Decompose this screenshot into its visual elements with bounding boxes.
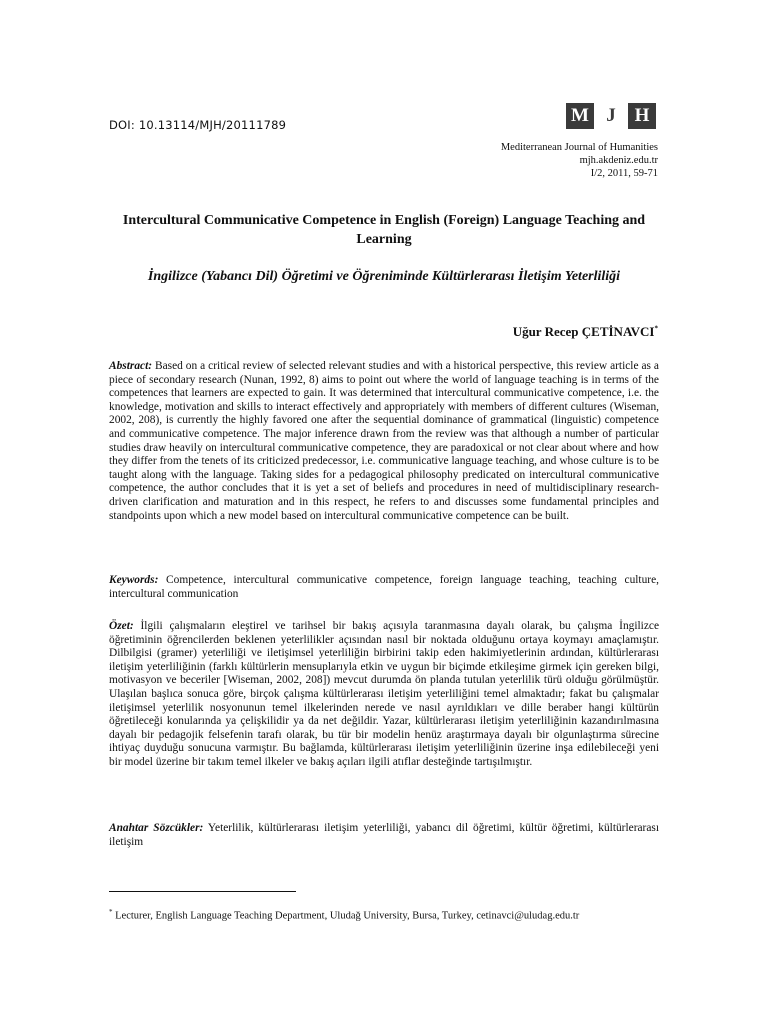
abstract-paragraph (109, 360, 659, 523)
paper-title-turkish: İngilizce (Yabancı Dil) Öğretimi ve Öğreniminde Kültürlerarası İletişim Yeterliliği (147, 269, 621, 284)
footnote-divider (109, 891, 296, 892)
journal-logo (566, 103, 659, 129)
keywords-text: Competence, intercultural communicative competence, foreign language teaching, teaching culture, intercultural communication (109, 574, 659, 600)
abstract-text: Based on a critical review of selected relevant studies and with a historical perspective, this review article as a piece of secondary research (Nunan, 1992, 8) aims to point out where the world of language teaching is in terms of the competences that learners are expected to gain. It was determined that intercultural communicative competence, i.e. the knowledge, motivation and skills to interact effectively and appropriately with members of different cultures (Wiseman, 2002, 208), is currently the highly favored one after the sequential dominance of grammatical (linguistic) competence and communicative competence. The major inference drawn from the review was that although a number of particular studies draw heavily on intercultural communicative competence, they are paradoxical or not clear about where and how they differ from the tenets of its criticized predecessor, i.e. communicative language teaching, and whose culture is to be taught along with the language. Taking sides for a pedagogical philosophy predicated on intercultural communicative competence, the author concludes that it is yet a set of beliefs and procedures in need of multidisciplinary research-driven clarification and maturation and in this respect, he refers to and discusses some fundamental principles and standpoints upon which a new model based on intercultural communicative competence can be built. (109, 360, 660, 522)
author-name (513, 324, 658, 340)
author-footnote-mark: * (654, 324, 658, 333)
journal-issue: I/2, 2011, 59-71 (590, 168, 658, 179)
ozet-paragraph (109, 620, 659, 770)
footnote-text: Lecturer, English Language Teaching Department, Uludağ University, Bursa, Turkey, cetinavci@uludag.edu.tr (112, 910, 580, 922)
journal-info (501, 141, 658, 180)
logo-letter-h: H (628, 103, 656, 129)
journal-name: Mediterranean Journal of Humanities (500, 142, 658, 153)
abstract-label: Abstract: (109, 360, 153, 372)
author-name-text: Uğur Recep ÇETİNAVCI (512, 324, 655, 339)
footnote (109, 906, 669, 923)
anahtar-paragraph (109, 822, 659, 849)
footnote-mark: * (109, 908, 113, 916)
doi-label: DOI: 10.13114/MJH/20111789 (109, 118, 287, 132)
keywords-paragraph (109, 574, 659, 601)
paper-title-english: Intercultural Communicative Competence in English (Foreign) Language Teaching and Learning (122, 213, 646, 247)
ozet-text: İlgili çalışmaların eleştirel ve tarihsel bir bakış açısıyla taranmasına dayalı olarak, bu çalışma İngilizce öğretiminin öğrencilerden beklenen yeterlilikler açısından nasıl bir noktada olduğunu ortaya koymayı amaçlamıştır. Dilbilgisi (gramer) yeterliliği ve iletişimsel yeterliliğin birbirini takip eden hakimiyetlerinin ardından, kültürlerarası iletişim yeterliliğinin (farklı kültürlerin mensuplarıyla etkin ve uygun bir biçimde etkileşime girmek için gereken bilgi, motivasyon ve beceriler [Wiseman, 2002, 208]) mevcut durumda ön planda tutulan yeterlilik türü olduğu görülmüştür. Ulaşılan başlıca sonuca göre, birçok çalışma kültürlerarası iletişim yeterliliğini temel almaktadır; fakat bu çalışmalar iletişimsel yeterlilik nosyonunun temel ilkelerinden nerede ve nasıl ayrıldıkları ve dille beraber hangi kültürün öğretileceği konularında ya çelişkilidir ya da net değildir. Yazar, kültürlerarası iletişim yeterliliğinin kazandırılmasına dayalı bir pedagojik felsefenin tarafı olarak, bu tür bir modelin henüz araştırmaya dayalı bir olgunlaştırma sürecine ihtiyaç duyduğu sonucuna varmıştır. Bu bağlamda, kültürlerarası iletişim yeterliliğinin üzerine inşa edilebileceği yeni bir model üzerine bir takım temel ilkeler ve bakış açıları ilgili atıflar desteğinde tartışılmıştır. (109, 620, 659, 768)
journal-url: mjh.akdeniz.edu.tr (579, 155, 658, 166)
logo-letter-m: M (566, 103, 594, 129)
anahtar-label: Anahtar Sözcükler: (109, 822, 204, 834)
logo-letter-j: J (597, 103, 625, 129)
keywords-label: Keywords: (109, 574, 159, 586)
ozet-label: Özet: (109, 620, 134, 632)
anahtar-text: Yeterlilik, kültürlerarası iletişim yeterliliği, yabancı dil öğretimi, kültür öğretimi, kültürlerarası iletişim (109, 822, 659, 848)
